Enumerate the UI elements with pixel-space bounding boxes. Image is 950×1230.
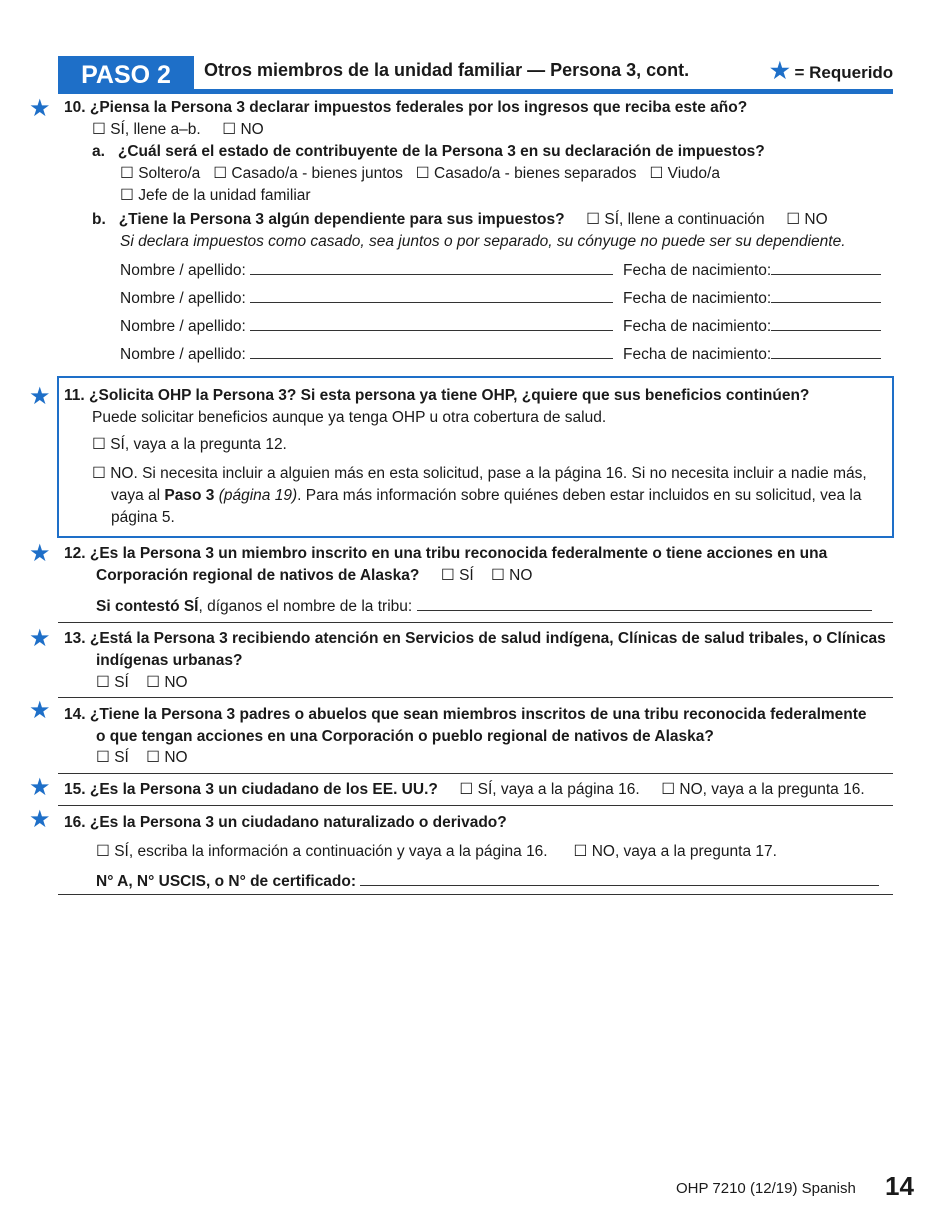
q13-number: 13.	[64, 630, 86, 647]
dependent-name-field[interactable]	[250, 344, 613, 359]
q14-yes-checkbox[interactable]: ☐	[96, 749, 110, 766]
q15-no-label: NO, vaya a la pregunta 16.	[679, 781, 865, 798]
dependent-name-label: Nombre / apellido:	[120, 346, 246, 363]
q15-number: 15.	[64, 781, 86, 798]
dependent-dob-field[interactable]	[771, 288, 881, 303]
form-id: OHP 7210 (12/19) Spanish	[676, 1180, 856, 1197]
divider	[58, 773, 893, 774]
q13-yes-checkbox[interactable]: ☐	[96, 674, 110, 691]
q14-question	[64, 705, 867, 725]
dependent-dob-label: Fecha de nacimiento:	[623, 262, 772, 279]
q12-question	[64, 544, 827, 564]
q10-number: 10.	[64, 99, 86, 116]
dependent-row	[120, 260, 613, 281]
header-rule	[194, 89, 893, 94]
q12-number: 12.	[64, 545, 86, 562]
step-label: PASO 2	[81, 61, 171, 89]
dependent-row	[120, 288, 613, 309]
dependent-name-label: Nombre / apellido:	[120, 262, 246, 279]
q15-question	[64, 780, 865, 800]
q16-id-label: N° A, N° USCIS, o N° de certificado:	[96, 873, 357, 890]
q10b-yes-checkbox[interactable]: ☐	[586, 211, 601, 228]
q13-options	[96, 673, 188, 693]
q14-number: 14.	[64, 706, 86, 723]
q11-no-line3: página 5.	[111, 509, 175, 526]
required-label: = Requerido	[794, 63, 894, 82]
q11-question	[64, 386, 809, 406]
q10b-yes-label: SÍ, llene a continuación	[604, 211, 765, 228]
q10-no-label: NO	[240, 121, 264, 138]
q10b-note: Si declara impuestos como casado, sea juntos o por separado, su cónyuge no puede ser su dependiente.	[120, 233, 846, 250]
q12-text-2: Corporación regional de nativos de Alaska?	[96, 567, 420, 584]
dependent-dob	[623, 288, 881, 309]
q11-no-line2	[111, 486, 861, 506]
dependent-dob-field[interactable]	[771, 316, 881, 331]
required-legend	[770, 58, 893, 84]
q14-options	[96, 748, 188, 768]
q12-no-checkbox[interactable]: ☐	[490, 567, 505, 584]
q15-yes-label: SÍ, vaya a la página 16.	[477, 781, 640, 798]
q13-question	[64, 629, 886, 649]
q10-yes-checkbox[interactable]: ☐	[92, 121, 106, 138]
q16-no-label: NO, vaya a la pregunta 17.	[591, 843, 777, 860]
q12-text-1: ¿Es la Persona 3 un miembro inscrito en una tribu reconocida federalmente o tiene acciones en una	[89, 545, 828, 562]
q14-yes-label: SÍ	[114, 749, 129, 766]
dependent-dob	[623, 260, 881, 281]
required-star-icon: ★	[29, 540, 51, 567]
q10a-opt5-checkbox[interactable]: ☐	[120, 187, 134, 204]
q10b-label: b.	[92, 211, 106, 228]
q16-id-row	[96, 871, 879, 892]
dependent-name-field[interactable]	[250, 260, 613, 275]
q10a-label: a.	[92, 143, 105, 160]
q11-no-text-pre: vaya al	[111, 487, 165, 504]
q10a-opt3-checkbox[interactable]: ☐	[415, 165, 430, 182]
q15-text: ¿Es la Persona 3 un ciudadano de los EE. UU.?	[89, 781, 438, 798]
q13-no-checkbox[interactable]: ☐	[146, 674, 161, 691]
divider	[58, 894, 893, 895]
page-title: Otros miembros de la unidad familiar — Persona 3, cont.	[204, 60, 690, 80]
q16-question	[64, 813, 507, 833]
q14-text-1: ¿Tiene la Persona 3 padres o abuelos que sean miembros inscritos de una tribu reconocida federalmente	[89, 706, 867, 723]
q15-yes-checkbox[interactable]: ☐	[459, 781, 474, 798]
q16-yes-checkbox[interactable]: ☐	[96, 843, 110, 860]
q16-yes-label: SÍ, escriba la información a continuación y vaya a la página 16.	[114, 843, 548, 860]
required-star-icon: ★	[29, 625, 51, 652]
required-star-icon: ★	[29, 383, 51, 410]
q16-options	[96, 842, 777, 862]
q10a-opt2-label: Casado/a - bienes juntos	[231, 165, 403, 182]
q10b-text: ¿Tiene la Persona 3 algún dependiente para sus impuestos?	[118, 211, 565, 228]
q10b-no-label: NO	[804, 211, 828, 228]
q12-no-label: NO	[509, 567, 533, 584]
q10-yes-label: SÍ, llene a–b.	[110, 121, 201, 138]
q10a-question	[92, 142, 765, 162]
q12-tribe-label: , díganos el nombre de la tribu:	[198, 598, 413, 615]
dependent-name-label: Nombre / apellido:	[120, 318, 246, 335]
q16-id-field[interactable]	[360, 871, 879, 886]
q10b-no-checkbox[interactable]: ☐	[786, 211, 801, 228]
q10-question	[64, 98, 747, 118]
q12-tribe-field[interactable]	[417, 596, 872, 611]
q11-yes-label: SÍ, vaya a la pregunta 12.	[110, 436, 287, 453]
divider	[58, 697, 893, 698]
q11-no-page-ref: (página 19)	[218, 487, 298, 504]
q11-yes-option	[92, 435, 287, 455]
q10a-opt4-label: Viudo/a	[667, 165, 720, 182]
page-number: 14	[885, 1171, 914, 1201]
q10-options	[92, 120, 264, 140]
q11-no-label-1: NO. Si necesita incluir a alguien más en esta solicitud, pase a la página 16. Si no necesita incluir a nadie más,	[110, 465, 867, 482]
q11-subtext: Puede solicitar beneficios aunque ya tenga OHP u otra cobertura de salud.	[92, 409, 607, 426]
divider	[58, 805, 893, 806]
q10a-options-2	[120, 186, 311, 206]
dependent-name-field[interactable]	[250, 316, 613, 331]
divider	[58, 622, 893, 623]
required-star-icon: ★	[29, 774, 51, 801]
q10a-opt3-label: Casado/a - bienes separados	[434, 165, 637, 182]
q14-no-label: NO	[164, 749, 188, 766]
star-icon: ★	[770, 58, 790, 83]
q12-tribe	[96, 596, 872, 617]
q13-text-2: indígenas urbanas?	[96, 652, 243, 669]
q16-number: 16.	[64, 814, 86, 831]
q11-number: 11.	[64, 387, 85, 404]
q12-line2	[96, 566, 532, 586]
dependent-dob-label: Fecha de nacimiento:	[623, 346, 772, 363]
q12-yes-checkbox[interactable]: ☐	[440, 567, 455, 584]
required-star-icon: ★	[29, 806, 51, 833]
dependent-row	[120, 344, 613, 365]
q16-no-checkbox[interactable]: ☐	[573, 843, 588, 860]
q10a-opt4-checkbox[interactable]: ☐	[649, 165, 664, 182]
dependent-dob	[623, 316, 881, 337]
q12-tribe-bold: Si contestó SÍ	[96, 598, 199, 615]
dependent-dob	[623, 344, 881, 365]
q10-text: ¿Piensa la Persona 3 declarar impuestos federales por los ingresos que reciba este año?	[89, 99, 748, 116]
q10-no-checkbox[interactable]: ☐	[222, 121, 237, 138]
dependent-dob-field[interactable]	[771, 260, 881, 275]
dependent-name-label: Nombre / apellido:	[120, 290, 246, 307]
q13-yes-label: SÍ	[114, 674, 129, 691]
q10b-question	[92, 210, 828, 230]
q14-text-2: o que tengan acciones en una Corporación o pueblo regional de nativos de Alaska?	[96, 728, 714, 745]
dependent-dob-label: Fecha de nacimiento:	[623, 290, 772, 307]
q11-no-text-post: . Para más información sobre quiénes deben estar incluidos en su solicitud, vea la	[297, 487, 862, 504]
q13-no-label: NO	[164, 674, 188, 691]
q13-text-1: ¿Está la Persona 3 recibiendo atención en Servicios de salud indígena, Clínicas de salud tribales, o Clínicas	[89, 630, 886, 647]
dependent-row	[120, 316, 613, 337]
q11-no-checkbox[interactable]: ☐	[92, 465, 106, 482]
q10a-opt1-checkbox[interactable]: ☐	[120, 165, 134, 182]
q10a-opt5-label: Jefe de la unidad familiar	[138, 187, 311, 204]
q11-no-step-link: Paso 3	[164, 487, 215, 504]
q14-no-checkbox[interactable]: ☐	[146, 749, 161, 766]
required-star-icon: ★	[29, 95, 51, 122]
q11-no-option	[92, 464, 867, 484]
dependent-name-field[interactable]	[250, 288, 613, 303]
q16-text: ¿Es la Persona 3 un ciudadano naturalizado o derivado?	[89, 814, 507, 831]
required-star-icon: ★	[29, 697, 51, 724]
dependent-dob-field[interactable]	[771, 344, 881, 359]
q15-no-checkbox[interactable]: ☐	[661, 781, 676, 798]
q12-yes-label: SÍ	[459, 567, 474, 584]
q10a-options	[120, 164, 720, 184]
q11-yes-checkbox[interactable]: ☐	[92, 436, 106, 453]
q10a-text: ¿Cuál será el estado de contribuyente de la Persona 3 en su declaración de impuestos?	[117, 143, 765, 160]
q10a-opt2-checkbox[interactable]: ☐	[213, 165, 228, 182]
q11-text: ¿Solicita OHP la Persona 3? Si esta persona ya tiene OHP, ¿quiere que sus beneficios continúen?	[89, 387, 810, 404]
q10a-opt1-label: Soltero/a	[138, 165, 201, 182]
dependent-dob-label: Fecha de nacimiento:	[623, 318, 772, 335]
